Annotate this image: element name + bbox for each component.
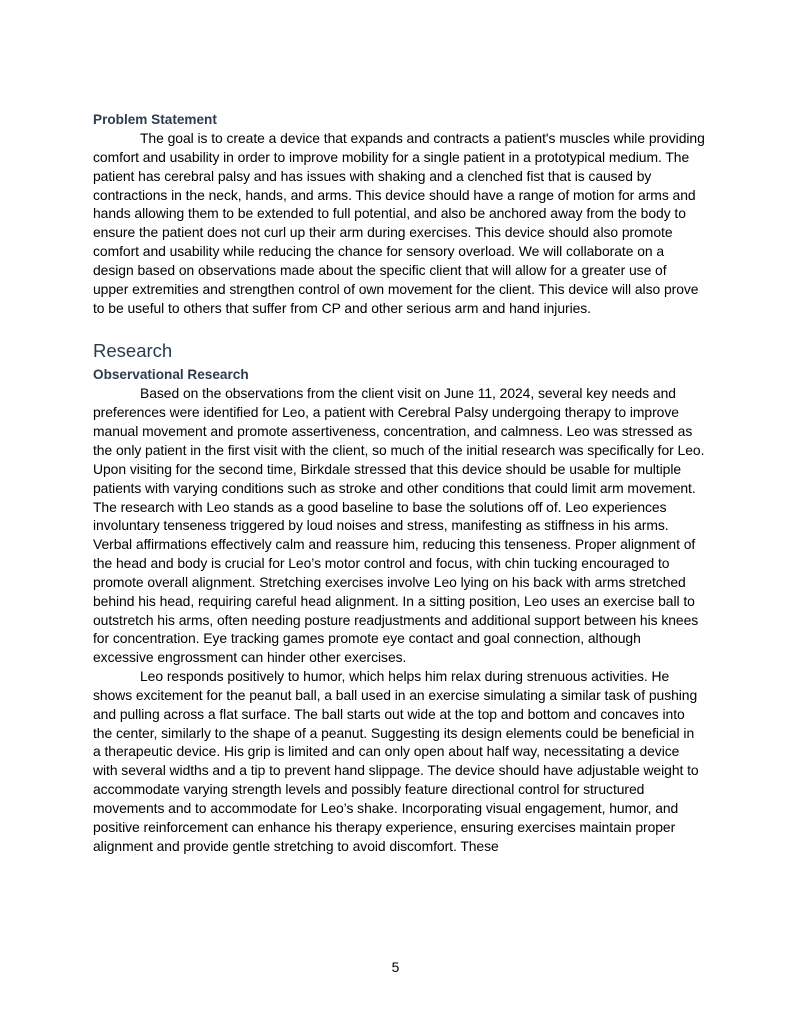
- page-number: 5: [391, 959, 400, 975]
- problem-statement-paragraph: The goal is to create a device that expands and contracts a patient's muscles while providing comfort and usability in order to improve mobility for a single patient in a prototypical medium. The patient has cerebral palsy and has issues with shaking and a clenched fist that is caused by contractions in the neck, hands, and arms. This device should have a range of motion for arms and hands allowing them to be extended to full potential, and also be anchored away from the body to ensure the patient does not curl up their arm during exercises. This device should also promote comfort and usability while reducing the chance for sensory overload. We will collaborate on a design based on observations made about the specific client that will allow for a greater use of upper extremities and strengthen control of own movement for the client. This device will also prove to be useful to others that suffer from CP and other serious arm and hand injuries.: [93, 130, 705, 316]
- observational-research-heading: Observational Research: [93, 367, 249, 383]
- problem-statement-heading: Problem Statement: [93, 112, 217, 127]
- observational-research-paragraph-2: Leo responds positively to humor, which helps him relax during strenuous activities. He shows excitement for the peanut ball, a ball used in an exercise simulating a similar task of pushing and pulling across a flat surface. The ball starts out wide at the top and bottom and concaves into the center, similarly to the shape of a peanut. Suggesting its design elements could be beneficial in a therapeutic device. His grip is limited and can only open about half way, necessitating a device with several widths and a tip to prevent hand slippage. The device should have adjustable weight to accommodate varying strength levels and possibly feature directional control for structured movements and to accommodate for Leo’s shake. Incorporating visual engagement, humor, and positive reinforcement can enhance his therapy experience, ensuring exercises maintain proper alignment and provide gentle stretching to avoid discomfort. These: [93, 668, 699, 854]
- page-content: [93, 111, 705, 856]
- research-heading: Research: [93, 340, 173, 362]
- observational-research-paragraph-1: Based on the observations from the client visit on June 11, 2024, several key needs and preferences were identified for Leo, a patient with Cerebral Palsy undergoing therapy to improve manual movement and promote assertiveness, concentration, and calmness. Leo was stressed as the only patient in the first visit with the client, so much of the initial research was specifically for Leo. Upon visiting for the second time, Birkdale stressed that this device should be usable for multiple patients with varying conditions such as stroke and other conditions that could limit arm movement. The research with Leo stands as a good baseline to base the solutions off of. Leo experiences involuntary tenseness triggered by loud noises and stress, manifesting as stiffness in his arms. Verbal affirmations effectively calm and reassure him, reducing this tenseness. Proper alignment of the head and body is crucial for Leo’s motor control and focus, with chin tucking encouraged to promote overall alignment. Stretching exercises involve Leo lying on his back with arms stretched behind his head, requiring careful head alignment. In a sitting position, Leo uses an exercise ball to outstretch his arms, often needing posture readjustments and additional support between his knees for concentration. Eye tracking games promote eye contact and goal connection, although excessive engrossment can hinder other exercises.: [93, 385, 705, 666]
